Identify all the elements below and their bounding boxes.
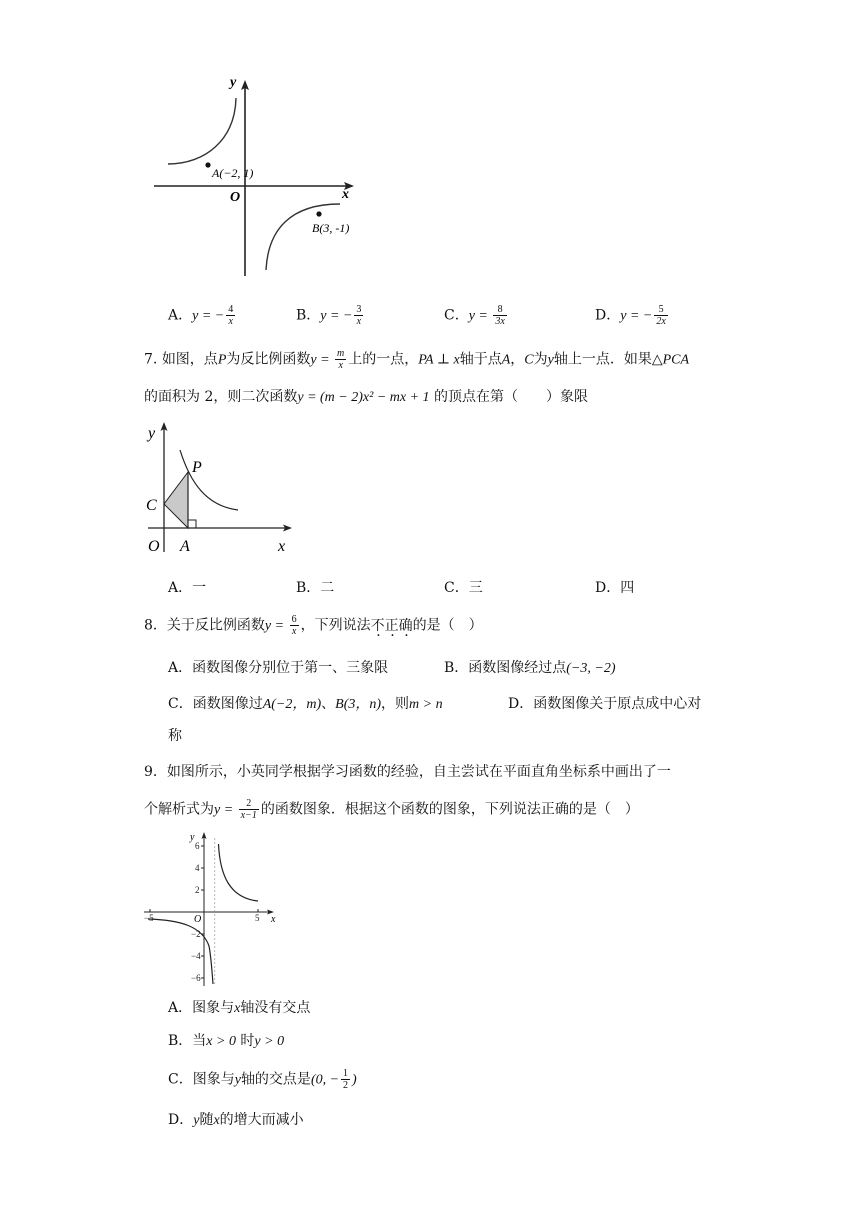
q9-y-label: y xyxy=(190,832,195,843)
q9-xtick-neg5: −5 xyxy=(144,913,154,923)
q9-ytick-2: 2 xyxy=(195,885,200,895)
q7-c-label: C xyxy=(146,497,157,514)
q7-a-label: A xyxy=(180,538,190,555)
q7-x-label: x xyxy=(278,538,286,555)
q6-point-b-dot xyxy=(316,211,321,216)
q7-stem-line1: 7. 如图，点P为反比例函数y = $\frac{m}{x}$ 上的一点，PA ⊥ x轴于点A，C为y轴上一点．如果△PCA xyxy=(144,348,690,371)
q9-ytick-6: 6 xyxy=(195,841,200,851)
q7-right-angle-mark xyxy=(188,520,196,528)
q9-option-d[interactable]: D．y随x的增大而减小 xyxy=(168,1112,304,1128)
q8-option-d[interactable]: D．函数图像关于原点成中心对 xyxy=(508,696,702,712)
q6-x-label: x xyxy=(342,187,349,202)
q9-xtick-5: 5 xyxy=(255,913,260,923)
q9-stem-line1: 9．如图所示，小英同学根据学习函数的经验，自主尝试在平面直角坐标系中画出了一 xyxy=(144,764,671,780)
q9-ytick-4: 4 xyxy=(195,863,200,873)
q6-graph xyxy=(150,70,370,282)
q6-curve-upper-left xyxy=(168,98,236,164)
q9-curve-left-branch xyxy=(148,919,213,984)
q7-option-d[interactable]: D．四 xyxy=(595,580,635,596)
q7-y-label: y xyxy=(148,425,156,442)
q8-stem: 8．关于反比例函数y = $\frac{6}{x}$ ，下列说法不正确的是（ ） xyxy=(144,614,483,637)
q6-origin-label: O xyxy=(230,190,241,205)
q7-option-c[interactable]: C．三 xyxy=(444,580,483,596)
q8-option-a[interactable]: A．函数图像分别位于第一、三象限 xyxy=(168,660,389,676)
q7-hyperbola xyxy=(180,450,238,510)
q8-option-c[interactable]: C．函数图像过A(−2，m)、B(3，n)，则m > n xyxy=(168,696,443,712)
q9-x-label: x xyxy=(271,914,276,925)
q6-option-a[interactable]: A．y = − $\frac{4}{x}$ xyxy=(168,304,234,327)
q9-option-c[interactable]: C．图象与y轴的交点是(0, − $\frac{1}{2}$ ) xyxy=(168,1068,357,1091)
q9-graph xyxy=(140,826,286,990)
q8-option-b[interactable]: B．函数图像经过点(−3, −2) xyxy=(444,660,616,676)
q9-stem-line2: 个解析式为y = $\frac{2}{x-1}$ 的函数图象．根据这个函数的图象，下列说法正确的是（ ） xyxy=(144,798,639,821)
q7-p-label: P xyxy=(192,459,202,476)
q9-ytick-neg4: −4 xyxy=(191,951,201,961)
q6-y-label: y xyxy=(230,75,237,90)
q7-graph xyxy=(142,420,302,558)
q6-option-d[interactable]: D．y = − $\frac{5}{2x}$ xyxy=(595,304,666,327)
q6-option-c[interactable]: C．y = $\frac{8}{3x}$ xyxy=(444,304,505,327)
q9-curve-right-branch xyxy=(219,844,259,901)
q7-option-b[interactable]: B．二 xyxy=(296,580,335,596)
q9-o-label: O xyxy=(194,914,202,925)
q9-option-b[interactable]: B．当x > 0 时y > 0 xyxy=(168,1033,285,1049)
q7-option-a[interactable]: A．一 xyxy=(168,580,207,596)
q6-curve-lower-right xyxy=(266,204,340,270)
q7-shaded-triangle xyxy=(164,472,188,528)
q7-o-label: O xyxy=(148,538,160,555)
q6-option-b[interactable]: B．y = − $\frac{3}{x}$ xyxy=(296,304,362,327)
q6-point-a-label: A(−2, 1) xyxy=(212,166,254,180)
q9-option-a[interactable]: A．图象与x轴没有交点 xyxy=(168,1000,311,1016)
q9-ytick-neg2: −2 xyxy=(191,929,201,939)
q9-ytick-neg6: −6 xyxy=(191,973,201,983)
q6-point-a-dot xyxy=(205,162,210,167)
q7-stem-line2: 的面积为 2，则二次函数y = (m − 2)x² − mx + 1 的顶点在第（ ）象限 xyxy=(144,389,588,405)
q6-point-b-label: B(3, -1) xyxy=(312,221,350,235)
q8-option-d-wrap: 称 xyxy=(168,728,182,744)
